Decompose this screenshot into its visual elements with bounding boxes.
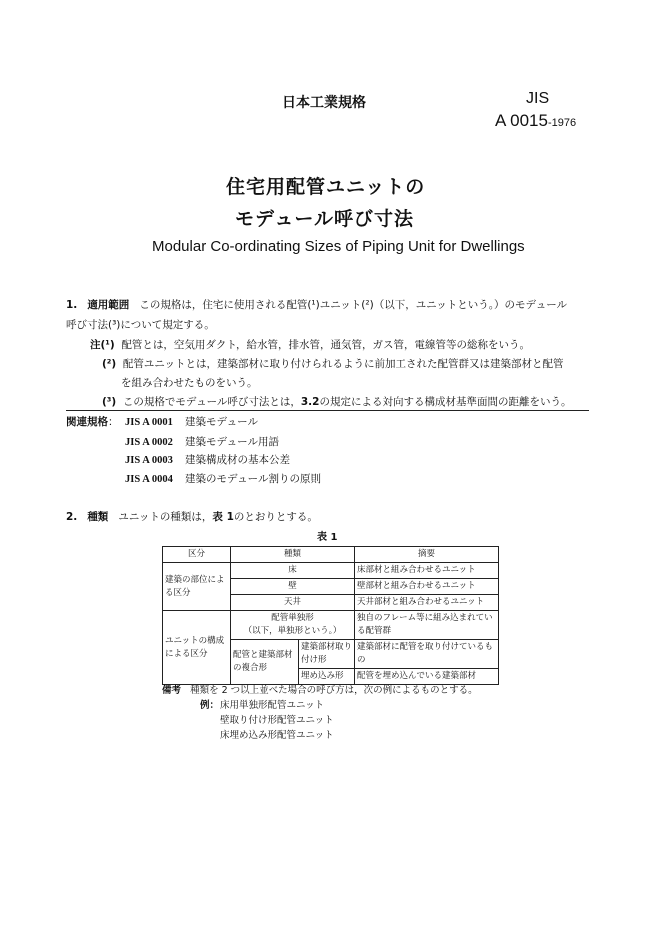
related-code: JIS A 0004 — [125, 474, 173, 485]
table-caption: 表 1 — [317, 532, 338, 543]
section1-number: 1. — [66, 299, 78, 311]
related-item — [125, 452, 290, 467]
remark-line — [162, 682, 478, 696]
table-row — [163, 611, 499, 640]
note-1 — [90, 337, 530, 352]
related-name: 建築構成材の基本公差 — [185, 454, 290, 466]
remark-text: 種類を 2 つ以上並べた場合の呼び方は，次の例によるものとする。 — [190, 685, 478, 696]
remark-label: 備考 — [162, 685, 182, 696]
note-2-mark: (²) — [102, 358, 117, 370]
category-cell: 建築の部位による区分 — [163, 563, 231, 611]
related-label: 関連規格 — [66, 416, 108, 428]
standard-number: A 0015 — [495, 111, 548, 130]
kind-cell — [231, 611, 355, 640]
note-2 — [102, 356, 563, 371]
kind-cell: 建築部材取り付け形 — [299, 640, 355, 669]
standard-name: 日本工業規格 — [282, 95, 366, 111]
example-item: 床用単独形配管ユニット — [220, 700, 325, 711]
related-name: 建築モデュール — [185, 416, 258, 428]
related-item — [125, 434, 279, 449]
section2-table-ref: 表 1 — [212, 511, 234, 523]
related-code: JIS A 0003 — [125, 455, 173, 466]
related-item — [125, 414, 258, 429]
single-kind-line2: （以下，単独形という。） — [243, 626, 342, 636]
section2-line — [66, 509, 318, 524]
related-name: 建築のモデュール割りの原則 — [185, 473, 321, 485]
kind-cell: 壁 — [231, 579, 355, 595]
note-3 — [102, 394, 571, 409]
note-1-text: 配管とは，空気用ダクト，給水管，排水管，通気管，ガス管，電線管等の総称をいう。 — [121, 339, 530, 351]
kind-cell: 埋め込み形 — [299, 669, 355, 685]
section1-text1: この規格は，住宅に使用される配管(¹)ユニット(²)（以下，ユニットという。）のモデュール — [139, 299, 568, 311]
section1-line1 — [66, 297, 567, 312]
table-header-row — [163, 547, 499, 563]
kind-cell: 床 — [231, 563, 355, 579]
desc-cell: 配管を埋め込んでいる建築部材 — [355, 669, 499, 685]
section1-text2: 呼び寸法(³)について規定する。 — [66, 319, 215, 331]
desc-cell: 建築部材に配管を取り付けているもの — [355, 640, 499, 669]
table-header-cell: 摘要 — [355, 547, 499, 563]
section2-text-pre: ユニットの種類は， — [118, 511, 213, 523]
related-code: JIS A 0001 — [125, 417, 173, 428]
english-title: Modular Co-ordinating Sizes of Piping Unit for Dwellings — [152, 238, 525, 255]
section2-text-post: のとおりとする。 — [233, 511, 318, 523]
note-3-pre: この規格でモデュール呼び寸法とは， — [122, 396, 301, 408]
example-label — [200, 697, 219, 711]
note-3-post: の規定による対向する構成材基準面間の距離をいう。 — [319, 396, 572, 408]
related-code: JIS A 0002 — [125, 437, 173, 448]
note-label: 注(¹) — [90, 339, 115, 351]
title-line-1: 住宅用配管ユニットの — [226, 176, 426, 198]
example-item: 壁取り付け形配管ユニット — [220, 715, 334, 726]
related-name: 建築モデュール用語 — [185, 436, 279, 448]
jis-label: JIS — [526, 90, 550, 107]
table-1 — [162, 546, 499, 685]
category-cell: ユニットの構成による区分 — [163, 611, 231, 685]
note-3-ref: 3.2 — [300, 396, 320, 408]
single-kind-line1: 配管単独形 — [271, 613, 314, 623]
table-header-cell: 区分 — [163, 547, 231, 563]
composite-cell: 配管と建築部材の複合形 — [231, 640, 299, 685]
related-colon: ： — [108, 416, 119, 428]
section2-number: 2. — [66, 511, 78, 523]
related-standards-label — [66, 414, 119, 429]
desc-cell: 天井部材と組み合わせるユニット — [355, 595, 499, 611]
standard-year: -1976 — [547, 117, 577, 129]
section2-heading: 種類 — [87, 511, 109, 523]
desc-cell: 床部材と組み合わせるユニット — [355, 563, 499, 579]
table-header-cell: 種類 — [231, 547, 355, 563]
note-3-mark: (³) — [102, 396, 117, 408]
title-line-2: モデュール呼び寸法 — [235, 208, 415, 230]
example-label-text: 例： — [200, 700, 220, 711]
desc-cell: 壁部材と組み合わせるユニット — [355, 579, 499, 595]
related-item — [125, 471, 321, 486]
divider-line — [66, 410, 589, 411]
jis-number — [495, 111, 576, 131]
note-2-line1: 配管ユニットとは，建築部材に取り付けられるように前加工された配管群又は建築部材と配管 — [122, 358, 564, 370]
section1-heading: 適用範囲 — [87, 299, 130, 311]
note-2-line2: を組み合わせたものをいう。 — [121, 377, 258, 389]
kind-cell: 天井 — [231, 595, 355, 611]
example-item: 床埋め込み形配管ユニット — [220, 730, 334, 741]
table-row — [163, 563, 499, 579]
desc-cell: 独自のフレーム等に組み込まれている配管群 — [355, 611, 499, 640]
